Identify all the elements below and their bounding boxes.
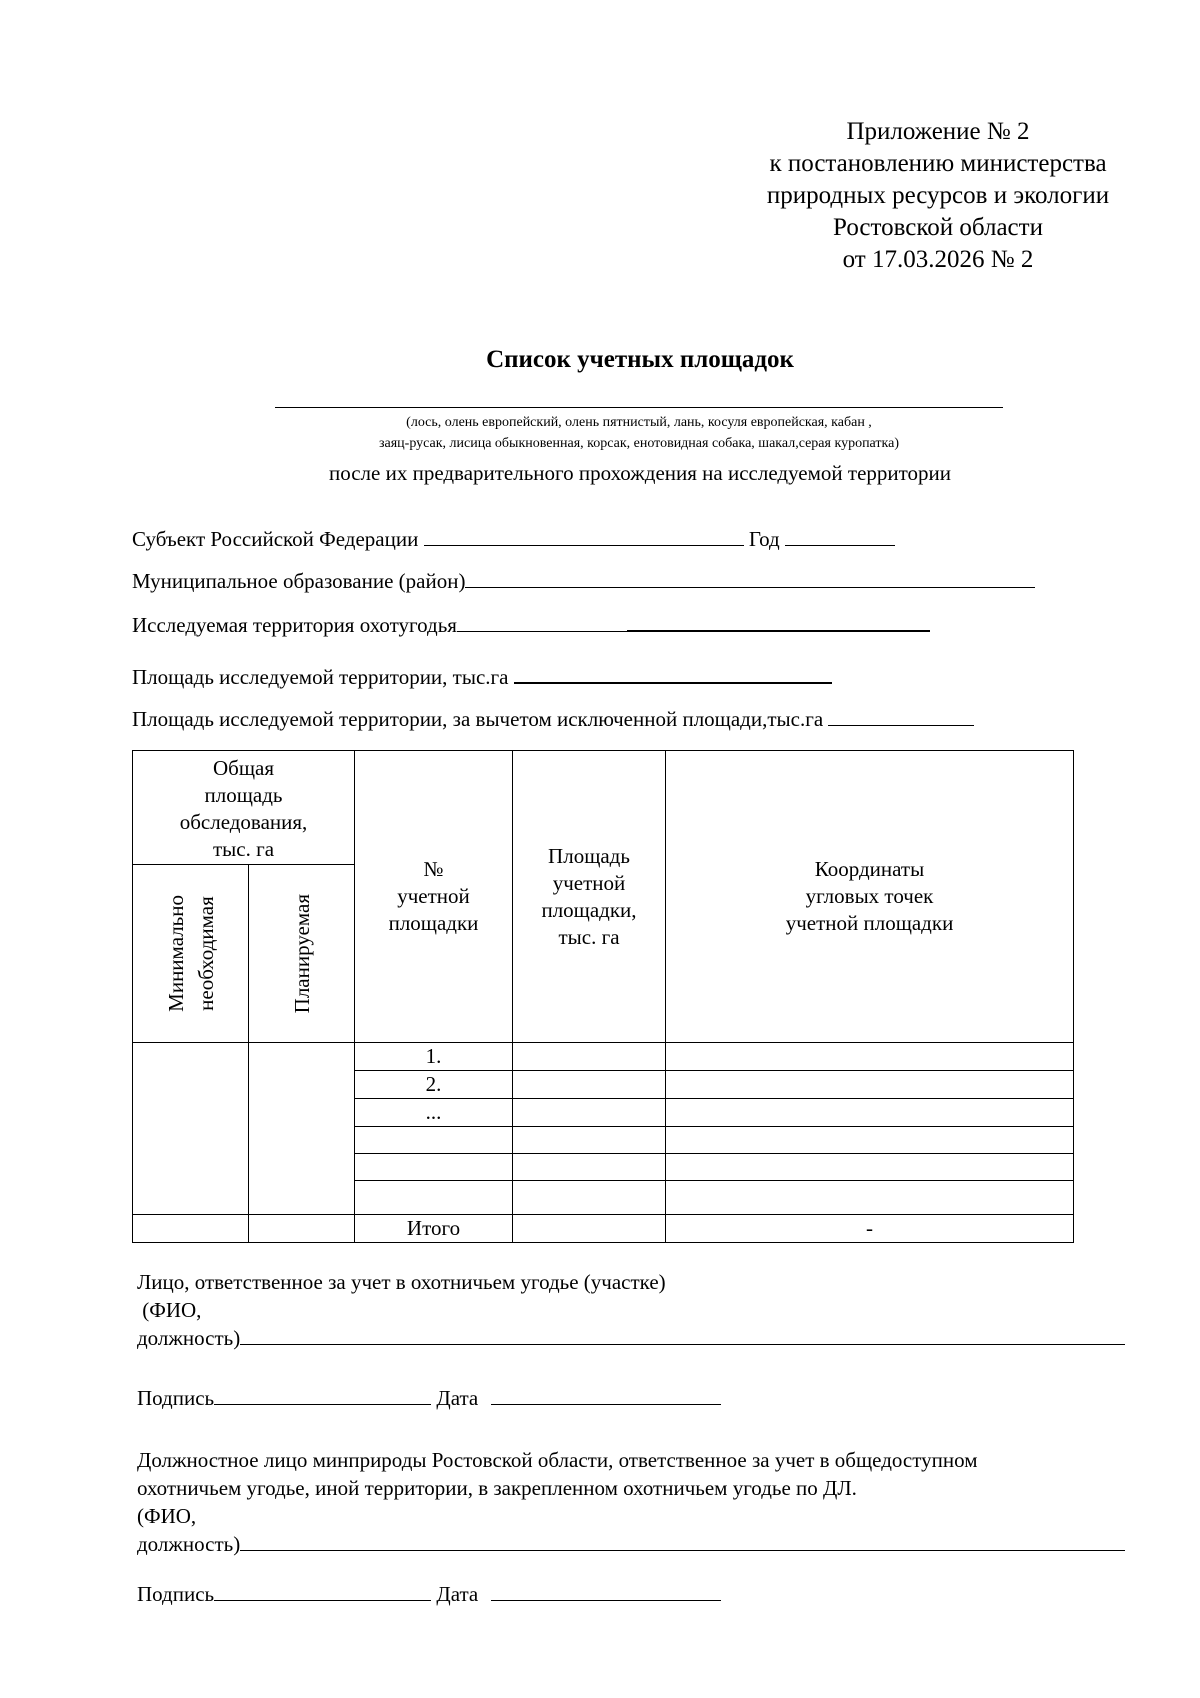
appendix-number: Приложение № 2 [846, 118, 1030, 145]
responsible-date-field[interactable] [491, 1384, 721, 1405]
official-sign-row [137, 1580, 721, 1608]
municipality-field[interactable] [465, 567, 1035, 588]
header-min-required: Минимально необходимая [133, 865, 249, 1043]
plot-coords-cell[interactable] [666, 1181, 1074, 1215]
responsible-position-field[interactable] [240, 1324, 1125, 1345]
plot-area-cell[interactable] [513, 1127, 666, 1154]
responsible-date-label: Дата [436, 1386, 479, 1410]
responsible-fio: (ФИО, [137, 1298, 202, 1322]
responsible-position-row [137, 1324, 1125, 1352]
species-hint: заяц-русак, лисица обыкновенная, корсак, енотовидная собака, шакал,серая куропатка) [378, 436, 899, 451]
official-sign-label: Подпись [137, 1582, 215, 1606]
appendix-ref-line: к постановлению министерства [769, 150, 1107, 177]
header-coordinates: Координаты угловых точек учетной площадки [666, 751, 1074, 1043]
plot-number-cell: ... [355, 1099, 513, 1127]
responsible-sign-field[interactable] [214, 1384, 431, 1405]
plot-number-cell: 2. [355, 1071, 513, 1099]
responsible-sign-row [137, 1384, 721, 1412]
official-position-label: должность) [137, 1532, 241, 1556]
plot-number-cell[interactable] [355, 1181, 513, 1215]
area-net-label: Площадь исследуемой территории, за вычетом исключенной площади,тыс.га [132, 707, 824, 731]
plot-coords-cell[interactable] [666, 1154, 1074, 1181]
official-block [137, 1446, 1125, 1558]
official-date-field[interactable] [491, 1580, 721, 1601]
appendix-ref-line: Ростовской области [833, 214, 1043, 241]
area-net-row [132, 705, 974, 732]
plot-area-cell[interactable] [513, 1099, 666, 1127]
species-blank-line[interactable] [275, 407, 1003, 408]
plot-number-cell[interactable] [355, 1154, 513, 1181]
official-date-label: Дата [436, 1582, 479, 1606]
appendix-header [732, 116, 1144, 276]
municipality-row [132, 567, 1035, 594]
official-label: Должностное лицо минприроды Ростовской области, ответственное за учет в общедоступном [137, 1448, 978, 1472]
subject-label: Субъект Российской Федерации [132, 527, 419, 551]
area-row [132, 662, 832, 690]
responsible-sign-label: Подпись [137, 1386, 215, 1410]
responsible-block [137, 1268, 1125, 1352]
year-label: Год [748, 527, 780, 551]
area-net-field[interactable] [828, 705, 974, 726]
total-label: Итого [355, 1215, 513, 1243]
official-sign-field[interactable] [214, 1580, 431, 1601]
subject-row [132, 525, 895, 552]
header-planned: Планируемая [249, 865, 355, 1043]
year-field[interactable] [785, 525, 895, 546]
cell-min-required[interactable] [133, 1043, 249, 1215]
header-plot-number: № учетной площадки [355, 751, 513, 1043]
species-hint: (лось, олень европейский, олень пятнистый, лань, косуля европейская, кабан , [406, 415, 872, 430]
plot-number-cell[interactable] [355, 1127, 513, 1154]
total-planned[interactable] [249, 1215, 355, 1243]
official-position-row [137, 1530, 1125, 1558]
plot-area-cell[interactable] [513, 1071, 666, 1099]
plot-coords-cell[interactable] [666, 1099, 1074, 1127]
plots-table [132, 750, 1074, 1243]
subject-field[interactable] [424, 525, 744, 546]
appendix-date: от 17.03.2026 № 2 [842, 246, 1034, 273]
official-position-field[interactable] [240, 1530, 1125, 1551]
responsible-position-label: должность) [137, 1326, 241, 1350]
municipality-label: Муниципальное образование (район) [132, 569, 466, 593]
territory-field[interactable] [457, 611, 627, 632]
plot-area-cell[interactable] [513, 1181, 666, 1215]
appendix-ref-line: природных ресурсов и экологии [766, 182, 1110, 209]
territory-row [132, 610, 930, 638]
plot-area-cell[interactable] [513, 1043, 666, 1071]
plot-coords-cell[interactable] [666, 1071, 1074, 1099]
total-area[interactable] [513, 1215, 666, 1243]
page-title: Список учетных площадок [486, 346, 794, 373]
official-label-cont: охотничьем угодье, иной территории, в закрепленном охотничьем угодье по ДЛ. [137, 1476, 857, 1500]
cell-planned[interactable] [249, 1043, 355, 1215]
plot-number-cell: 1. [355, 1043, 513, 1071]
plot-area-cell[interactable] [513, 1154, 666, 1181]
total-coords: - [666, 1215, 1074, 1243]
official-fio: (ФИО, [137, 1504, 197, 1528]
header-plot-area: Площадь учетной площадки, тыс. га [513, 751, 666, 1043]
responsible-label: Лицо, ответственное за учет в охотничьем угодье (участке) [137, 1270, 666, 1294]
area-field[interactable] [514, 662, 832, 684]
plot-coords-cell[interactable] [666, 1043, 1074, 1071]
territory-label: Исследуемая территория охотугодья [132, 613, 457, 637]
total-min-required[interactable] [133, 1215, 249, 1243]
subtitle: после их предварительного прохождения на исследуемой территории [328, 461, 952, 485]
header-total-area: Общая площадь обследования, тыс. га [133, 751, 355, 865]
plot-coords-cell[interactable] [666, 1127, 1074, 1154]
territory-field-ext[interactable] [627, 610, 930, 632]
area-label: Площадь исследуемой территории, тыс.га [132, 665, 509, 689]
